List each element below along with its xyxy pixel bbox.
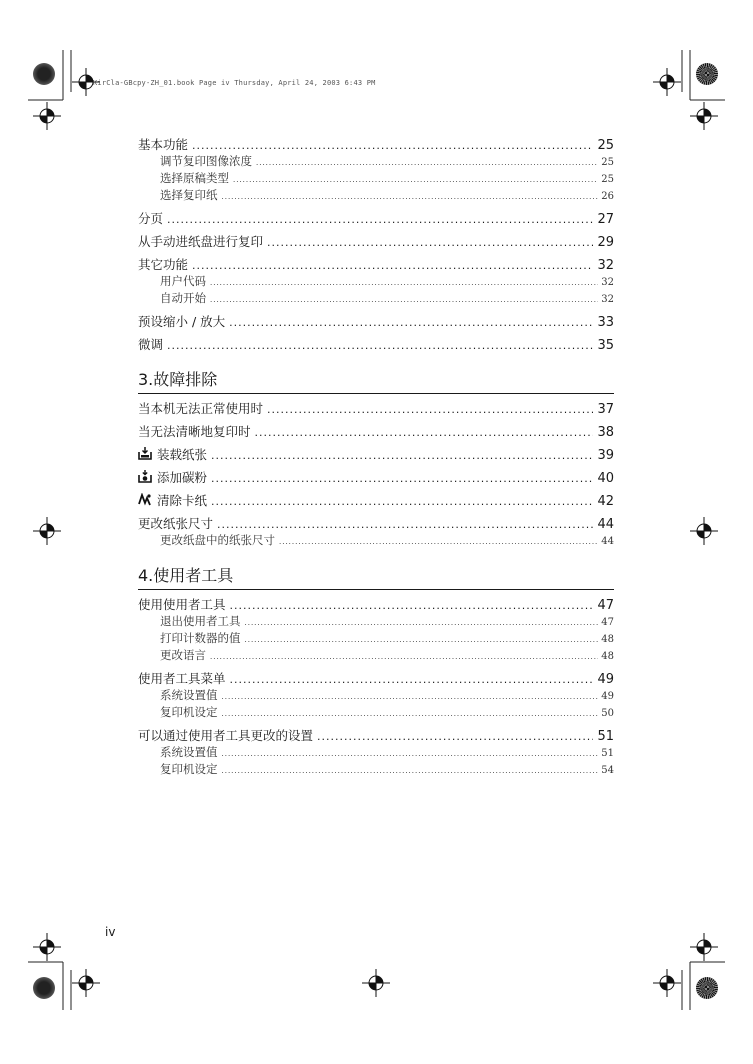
toc-entry-bypass-copy[interactable]: [138, 232, 614, 250]
toc-subentry-page: 25: [601, 174, 614, 185]
table-of-contents: [138, 135, 614, 778]
toc-entry-page: 47: [597, 598, 614, 613]
toc-subentry[interactable]: [138, 744, 614, 761]
dot-leader: [279, 538, 598, 546]
toc-subentry-title: 系统设置值: [160, 688, 218, 702]
dot-leader: [256, 159, 598, 167]
dot-leader: [267, 403, 593, 416]
toc-entry-title: 当无法清晰地复印时: [138, 424, 251, 439]
toc-subentry-page: 48: [601, 651, 614, 662]
chapter-heading-user-tools[interactable]: 4.使用者工具: [138, 565, 614, 590]
dot-leader: [210, 653, 598, 661]
toc-entry-page: 32: [597, 258, 614, 273]
toc-entry-page: 25: [597, 138, 614, 153]
toc-entry-paper-size[interactable]: [138, 514, 614, 532]
toc-entry-user-tools-menu[interactable]: [138, 669, 614, 687]
toc-entry-load-paper[interactable]: [138, 445, 614, 463]
toc-entry-title: 可以通过使用者工具更改的设置: [138, 728, 314, 743]
dot-leader: [245, 636, 599, 644]
toc-entry-title: 清除卡纸: [157, 493, 208, 508]
toc-entry-title: 微调: [138, 337, 164, 352]
dot-leader: [222, 750, 599, 758]
toc-entry-using-user-tools[interactable]: [138, 595, 614, 613]
toc-subentry[interactable]: [138, 647, 614, 664]
paper-jam-icon: [138, 493, 152, 506]
registration-mark-bottom-center: [362, 969, 390, 997]
toc-subentry-title: 打印计数器的值: [160, 631, 241, 645]
toc-subentry-title: 自动开始: [160, 291, 206, 305]
page-number: iv: [105, 925, 116, 939]
toc-entry-page: 39: [597, 448, 614, 463]
registration-mark-bottom-right-a: [690, 933, 718, 961]
toc-entry-title: 添加碳粉: [157, 470, 208, 485]
toc-entry-page: 51: [597, 729, 614, 744]
dot-leader: [222, 193, 599, 201]
toc-subentry-page: 26: [601, 191, 614, 202]
toc-entry-page: 49: [597, 672, 614, 687]
toc-subentry-title: 系统设置值: [160, 745, 218, 759]
toc-entry-title: 基本功能: [138, 137, 189, 152]
toc-subentry[interactable]: [138, 170, 614, 187]
registration-mark-mid-left: [33, 517, 61, 545]
toc-entry-sort[interactable]: [138, 209, 614, 227]
toc-subentry-page: 51: [601, 748, 614, 759]
toc-entry-page: 38: [597, 425, 614, 440]
toc-entry-basic-functions[interactable]: [138, 135, 614, 153]
dot-leader: [211, 495, 593, 508]
registration-mark-bottom-right-b: [653, 969, 681, 997]
toc-entry-title: 分页: [138, 211, 164, 226]
toc-entry-title: 更改纸张尺寸: [138, 516, 214, 531]
toc-entry-page: 42: [597, 494, 614, 509]
dot-leader: [222, 710, 599, 718]
registration-mark-top-right-b: [690, 102, 718, 130]
dot-leader: [317, 730, 593, 743]
dot-leader: [230, 599, 594, 612]
toc-entry-page: 29: [597, 235, 614, 250]
dot-leader: [233, 176, 598, 184]
toc-subentry[interactable]: [138, 153, 614, 170]
dot-leader: [229, 316, 593, 329]
dot-leader: [167, 213, 593, 226]
toc-subentry[interactable]: [138, 630, 614, 647]
toc-subentry-title: 选择原稿类型: [160, 171, 229, 185]
dot-leader: [217, 518, 593, 531]
dot-leader: [211, 472, 593, 485]
toc-entry[interactable]: [138, 399, 614, 417]
registration-mark-bottom-left-a: [33, 933, 61, 961]
toc-entry-changeable-settings[interactable]: [138, 726, 614, 744]
toc-subentry[interactable]: [138, 687, 614, 704]
toc-entry-clear-jam[interactable]: [138, 491, 614, 509]
toc-entry-title: 装载纸张: [157, 447, 208, 462]
toc-subentry-page: 54: [601, 765, 614, 776]
dot-leader: [192, 259, 593, 272]
toc-entry-title: 其它功能: [138, 257, 189, 272]
dot-leader: [222, 767, 599, 775]
toc-entry-fine-adjust[interactable]: [138, 335, 614, 353]
toc-subentry-page: 44: [601, 536, 614, 547]
toc-subentry-page: 25: [601, 157, 614, 168]
toc-subentry-page: 32: [601, 294, 614, 305]
toc-entry-title: 预设缩小 / 放大: [138, 314, 226, 329]
toc-entry-reduce-enlarge[interactable]: [138, 312, 614, 330]
toc-subentry-title: 更改纸盘中的纸张尺寸: [160, 533, 275, 547]
dot-leader: [192, 139, 593, 152]
toc-subentry-page: 47: [601, 617, 614, 628]
add-toner-icon: [138, 470, 152, 483]
toc-entry-add-toner[interactable]: [138, 468, 614, 486]
toc-entry-page: 27: [597, 212, 614, 227]
dot-leader: [255, 426, 594, 439]
toc-subentry[interactable]: [138, 532, 614, 549]
registration-mark-bottom-left-b: [72, 969, 100, 997]
toc-entry-page: 44: [597, 517, 614, 532]
dot-leader: [230, 673, 594, 686]
registration-mark-top-right-a: [653, 68, 681, 96]
chapter-heading-troubleshooting[interactable]: 3.故障排除: [138, 369, 614, 394]
toc-entry-title: 当本机无法正常使用时: [138, 401, 264, 416]
toc-subentry[interactable]: [138, 704, 614, 721]
toc-entry-title: 使用使用者工具: [138, 597, 226, 612]
dot-leader: [210, 296, 598, 304]
toc-entry-title: 从手动进纸盘进行复印: [138, 234, 264, 249]
dot-leader: [210, 279, 598, 287]
dot-leader: [167, 339, 593, 352]
toc-subentry-title: 复印机设定: [160, 762, 218, 776]
toc-subentry-page: 32: [601, 277, 614, 288]
dot-leader: [245, 619, 599, 627]
toc-subentry[interactable]: [138, 273, 614, 290]
toc-subentry-page: 48: [601, 634, 614, 645]
toc-subentry[interactable]: [138, 290, 614, 307]
book-file-header: KirCla-GBcpy-ZH_01.book Page iv Thursday, April 24, 2003 6:43 PM: [93, 79, 376, 87]
toc-subentry-title: 用户代码: [160, 274, 206, 288]
dot-leader: [211, 449, 593, 462]
registration-mark-mid-right: [690, 517, 718, 545]
toc-subentry-page: 49: [601, 691, 614, 702]
toc-subentry-title: 选择复印纸: [160, 188, 218, 202]
toc-subentry-title: 调节复印图像浓度: [160, 154, 252, 168]
toc-subentry-title: 更改语言: [160, 648, 206, 662]
toc-entry-other-functions[interactable]: [138, 255, 614, 273]
toc-subentry-title: 复印机设定: [160, 705, 218, 719]
toc-subentry[interactable]: [138, 187, 614, 204]
toc-entry-title: 使用者工具菜单: [138, 671, 226, 686]
toc-entry[interactable]: [138, 422, 614, 440]
dot-leader: [222, 693, 599, 701]
toc-entry-page: 40: [597, 471, 614, 486]
load-paper-icon: [138, 447, 152, 460]
toc-subentry[interactable]: [138, 761, 614, 778]
toc-entry-page: 37: [597, 402, 614, 417]
toc-subentry[interactable]: [138, 613, 614, 630]
registration-mark-top-left-b: [33, 102, 61, 130]
toc-subentry-title: 退出使用者工具: [160, 614, 241, 628]
toc-entry-page: 35: [597, 338, 614, 353]
toc-entry-page: 33: [597, 315, 614, 330]
dot-leader: [267, 236, 593, 249]
toc-subentry-page: 50: [601, 708, 614, 719]
